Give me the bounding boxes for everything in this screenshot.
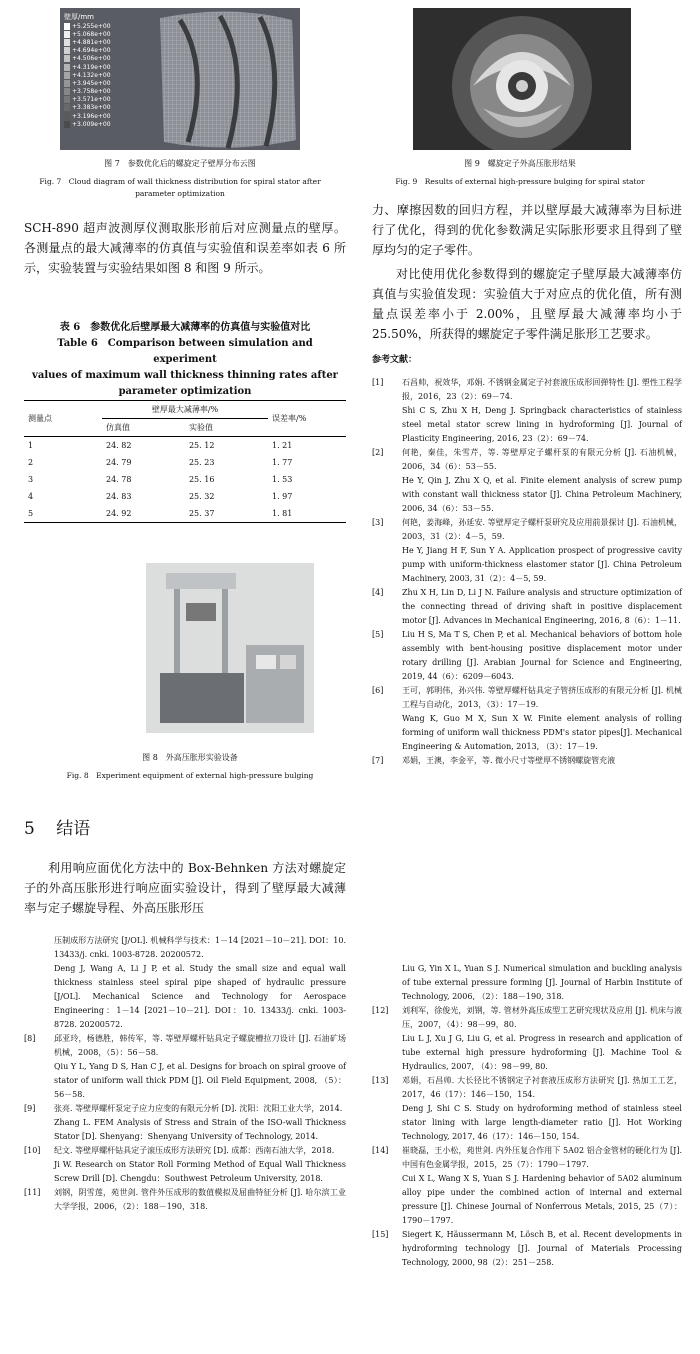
cell-exp: 25. 37	[188, 509, 215, 518]
section5-paragraph: 利用响应面优化方法中的 Box-Behnken 方法对螺旋定子的外高压胀形进行响应面实验设计，得到了壁厚最大减薄率与定子螺旋导程、外高压胀形压	[24, 861, 346, 915]
col-exp: 实验值	[185, 419, 268, 437]
ref7-cont-cn: 压制成形方法研究 [J/OL]. 机械科学与技术：1－14 [2021－10－21]. DOI：10. 13433/j. cnki. 1003-8728. 20200572.	[54, 936, 346, 959]
reference-item	[24, 1102, 346, 1116]
col-point: 测量点	[24, 401, 102, 437]
legend-entry	[64, 55, 111, 63]
reference-body: 石昌帅，祝效华，邓娟. 不锈钢金属定子衬套液压成形回弹特性 [J]. 塑性工程学报，2016，23（2）：69－74.	[402, 378, 682, 401]
reference-body: 崔晓磊，王小松，苑世剑. 内外压复合作用下 5A02 铝合金管材的硬化行为 [J]. 中国有色金属学报，2015，25（7）：1790－1797.	[402, 1146, 682, 1169]
legend-value: +3.945e+00	[72, 79, 111, 87]
cell-err: 1. 53	[272, 475, 293, 484]
cell-sim: 24. 92	[106, 509, 132, 518]
reference-number: [10]	[24, 1146, 41, 1155]
reference-item	[372, 628, 682, 684]
legend-value: +3.758e+00	[72, 88, 111, 96]
fig7-contour-image	[60, 8, 300, 150]
reference-item	[372, 1228, 682, 1270]
legend-entry	[64, 104, 111, 112]
reference-item-en	[372, 1102, 682, 1144]
reference-number: [2]	[372, 448, 384, 457]
cell-point: 4	[28, 492, 34, 501]
ref11-cont-en: Liu G, Yin X L, Yuan S J. Numerical simulation and buckling analysis of tube external pressure forming [J]. Journal of Harbin Institute of Technology, 2006, （2）：188－190, 318.	[402, 964, 682, 1001]
cell-err: 1. 77	[272, 458, 293, 467]
reference-item	[24, 1032, 346, 1060]
legend-value: +5.068e+00	[72, 30, 111, 38]
refs-left-column	[24, 934, 346, 1214]
legend-value: +3.571e+00	[72, 96, 111, 104]
reference-spacer	[24, 1116, 54, 1144]
reference-number: [13]	[372, 1076, 389, 1085]
reference-body: 刘钢，阴雪莲，苑世剑. 管件外压成形的数值模拟及屈曲特征分析 [J]. 哈尔滨工业大学学报，2006，（2）：188－190，318.	[54, 1188, 346, 1211]
left-paragraph-1: SCH-890 超声波测厚仪测取胀形前后对应测量点的壁厚。各测量点的最大减薄率的仿真值与实验值和误差率如表 6 所示，实验装置与实验结果如图 8 和图 9 所示。	[24, 221, 346, 275]
fig9-caption-en: Fig. 9 Results of external high-pressure bulging for spiral stator	[395, 177, 645, 186]
reference-body-en: Wang K, Guo M X, Sun X W. Finite element analysis of rolling forming of uniform wall thickness PDM's stator pipes[J]. Mechanical Engineering & Automation, 2013, （3）：17－19.	[402, 714, 682, 751]
reference-body: 何艳，姜海峰，孙延安. 等壁厚定子螺杆泵研究及应用前景探讨 [J]. 石油机械，2003，31（2）：4－5，59.	[402, 518, 682, 541]
legend-value: +3.383e+00	[72, 104, 111, 112]
legend-entry	[64, 71, 111, 79]
cell-err: 1. 81	[272, 509, 293, 518]
reference-item-en	[372, 544, 682, 586]
legend-value: +4.132e+00	[72, 71, 111, 79]
reference-body: Siegert K, Häussermann M, Lösch B, et al. Recent developments in hydroforming technology [J]. Journal of Materials Processing Technology, 2000, 98（2）：251－258.	[402, 1230, 682, 1267]
reference-number: [8]	[24, 1034, 36, 1043]
table6	[24, 400, 346, 523]
legend-value: +4.506e+00	[72, 55, 111, 63]
reference-spacer	[372, 544, 402, 586]
legend-swatch	[64, 55, 70, 62]
right-paragraph-2: 对比使用优化参数得到的螺旋定子壁厚最大减薄率仿真值与实验值发现：实验值大于对应点的优化值，所有测量点误差率小于 2.00%，且壁厚最大减薄率均小于 25.50%，所获得的螺旋定子零件满足胀形工艺要求。	[372, 267, 682, 341]
cell-exp: 25. 32	[188, 492, 215, 501]
legend-swatch	[64, 64, 70, 71]
reference-item	[24, 1186, 346, 1214]
reference-item-en	[372, 474, 682, 516]
legend-value: +3.009e+00	[72, 120, 111, 128]
reference-body: 刘利军，徐俊光，刘钢，等. 管材外高压成型工艺研究现状及应用 [J]. 机床与液压，2007，（4）：98－99，80.	[402, 1006, 682, 1029]
reference-number: [9]	[24, 1104, 36, 1113]
reference-body: 王可，郭明伟，孙兴伟. 等壁厚螺杆钻具定子管挤压成形的有限元分析 [J]. 机械工程与自动化，2013，（3）：17－19.	[402, 686, 682, 709]
table6-title-cn: 表 6 参数优化后壁厚最大减薄率的仿真值与实验值对比	[59, 322, 311, 333]
reference-body: 邓娟，王澳，李金平，等. 微小尺寸等壁厚不锈钢螺旋管充液	[402, 756, 616, 765]
fig8-equipment-photo	[146, 563, 314, 733]
ref7-cont-en: Deng J, Wang A, Li J P, et al. Study the small size and equal wall thickness stainless steel spiral pipe shaped of hydraulic pressure [J/OL]. Mechanical Science and Technology for Aerospace Engineering：1－14 [2021－10－21]. DOI：10. 13433/j. cnki. 1003-8728. 20200572.	[54, 964, 346, 1029]
legend-entry	[64, 63, 111, 71]
references-title: 参考文献：	[372, 355, 418, 365]
legend-entry	[64, 112, 111, 120]
table6-title-en-3: parameter optimization	[118, 386, 252, 397]
legend-swatch	[64, 31, 70, 38]
legend-value: +4.319e+00	[72, 63, 111, 71]
col-err: 误差率/%	[268, 401, 346, 437]
right-paragraph-1: 力、摩擦因数的回归方程，并以壁厚最大减薄率为目标进行了优化，得到的优化参数满足实际胀形要求且得到了壁厚均匀的定子零件。	[372, 203, 682, 257]
reference-item-en	[372, 1032, 682, 1074]
legend-entry	[64, 30, 111, 38]
legend-value: +5.255e+00	[72, 22, 111, 30]
cell-point: 2	[28, 458, 34, 467]
reference-body: Zhu X H, Lin D, Li J N. Failure analysis and structure optimization of the connecting thread of driving shaft in positive displacement motor [J]. Advances in Mechanical Engineering, 2016, 8（6）：1－11.	[402, 588, 682, 625]
reference-body: Liu H S, Ma T S, Chen P, et al. Mechanical behaviors of bottom hole assembly with bent-housing positive displacement motor under rotary drilling [J]. Arabian Journal for Science and Engineering, 2019, 44（6）：6209－6043.	[402, 630, 682, 681]
legend-entry	[64, 38, 111, 46]
legend-entry	[64, 96, 111, 104]
reference-body-en: He Y, Qin J, Zhu X Q, et al. Finite element analysis of screw pump with constant wall thickness stator [J]. China Petroleum Machinery, 2006, 34（6）：53－55.	[402, 476, 682, 513]
reference-body: 何艳，秦佳，朱雪芹，等. 等壁厚定子螺杆泵的有限元分析 [J]. 石油机械，2006，34（6）：53－55.	[402, 448, 682, 471]
legend-swatch	[64, 121, 70, 128]
section5-heading	[24, 814, 90, 839]
reference-item	[372, 1144, 682, 1172]
reference-item-en	[372, 1172, 682, 1228]
reference-number: [3]	[372, 518, 384, 527]
reference-item	[372, 684, 682, 712]
table-row	[24, 437, 346, 455]
cell-exp: 25. 23	[188, 458, 215, 467]
legend-entry	[64, 47, 111, 55]
reference-item-en	[372, 404, 682, 446]
cell-point: 1	[28, 441, 34, 450]
reference-body: 张亮. 等壁厚螺杆泵定子应力应变的有限元分析 [D]. 沈阳：沈阳工业大学，2014.	[54, 1104, 343, 1113]
legend-entry	[64, 120, 111, 128]
reference-body-en: He Y, Jiang H F, Sun Y A. Application prospect of progressive cavity pump with uniform-thickness elastomer stator [J]. China Petroleum Machinery, 2003, 31（2）：4－5, 59.	[402, 546, 682, 583]
cell-sim: 24. 79	[106, 458, 132, 467]
legend-swatch	[64, 104, 70, 111]
col-sim: 仿真值	[102, 419, 185, 437]
reference-number: [5]	[372, 630, 384, 639]
table-row	[24, 505, 346, 523]
reference-spacer	[372, 404, 402, 446]
legend-entry	[64, 79, 111, 87]
cell-point: 3	[28, 475, 34, 484]
legend-swatch	[64, 23, 70, 30]
reference-item	[24, 1144, 346, 1158]
reference-number: [14]	[372, 1146, 389, 1155]
fig7-caption-cn: 图 7 参数优化后的螺旋定子壁厚分布云图	[104, 159, 256, 168]
reference-item-en	[24, 1060, 346, 1102]
legend-value: +3.196e+00	[72, 112, 111, 120]
legend-value: +4.694e+00	[72, 47, 111, 55]
legend-entry	[64, 88, 111, 96]
reference-body-en: Zhang L. FEM Analysis of Stress and Strain of the ISO-wall Thickness Stator [D]. Shenyang：Shenyang University of Technology, 2014.	[54, 1118, 346, 1141]
reference-item-en	[24, 1116, 346, 1144]
reference-item	[372, 1004, 682, 1032]
reference-spacer	[372, 1172, 402, 1228]
cell-err: 1. 21	[272, 441, 293, 450]
legend-swatch	[64, 39, 70, 46]
reference-number: [15]	[372, 1230, 389, 1239]
table6-title	[24, 320, 346, 400]
reference-item	[372, 754, 682, 768]
reference-spacer	[372, 474, 402, 516]
legend-swatch	[64, 88, 70, 95]
reference-number: [6]	[372, 686, 384, 695]
reference-item	[372, 446, 682, 474]
reference-spacer	[24, 1158, 54, 1186]
press-machine-photo	[146, 563, 314, 733]
cell-sim: 24. 82	[106, 441, 132, 450]
reference-spacer	[372, 712, 402, 754]
reference-item	[372, 1074, 682, 1102]
reference-body-en: Qiu Y L, Yang D S, Han C J, et al. Designs for broach on spiral groove of stator of uniform wall thick PDM [J]. Oil Field Equipment, 2008, （5）：56－58.	[54, 1062, 346, 1099]
reference-item	[372, 376, 682, 404]
reference-item	[372, 516, 682, 544]
table-row	[24, 471, 346, 488]
fig8-caption-en: Fig. 8 Experiment equipment of external high-pressure bulging	[66, 771, 314, 780]
reference-body-en: Liu L J, Xu J G, Liu G, et al. Progress in research and application of tube external high pressure hydroforming [J]. Machine Tool & Hydraulics, 2007, （4）：98－99, 80.	[402, 1034, 682, 1071]
legend-value: +4.881e+00	[72, 38, 111, 46]
fig7-caption-en: Fig. 7 Cloud diagram of wall thickness distribution for spiral stator after parameter optimization	[39, 177, 321, 198]
table6-title-en-2: values of maximum wall thickness thinning rates after	[32, 370, 338, 381]
legend-swatch	[64, 47, 70, 54]
col-group: 壁厚最大减薄率/%	[102, 401, 268, 419]
refs-right-column	[372, 376, 682, 768]
legend-swatch	[64, 80, 70, 87]
reference-number: [11]	[24, 1188, 41, 1197]
fig8-caption-cn: 图 8 外高压胀形实验设备	[142, 753, 238, 762]
table-row	[24, 488, 346, 505]
reference-item-en	[372, 712, 682, 754]
cell-exp: 25. 16	[188, 475, 215, 484]
reference-number: [4]	[372, 588, 384, 597]
section5-number: 5	[24, 819, 35, 839]
legend-swatch	[64, 113, 70, 120]
contour-legend	[64, 12, 111, 128]
stator-bore-photo	[413, 8, 631, 150]
reference-body: 邱亚玲，杨德胜，韩传军，等. 等壁厚螺杆钻具定子螺旋槽拉刀设计 [J]. 石油矿场机械，2008，（5）：56－58.	[54, 1034, 346, 1057]
reference-item-en	[24, 1158, 346, 1186]
table6-title-en-1: Table 6 Comparison between simulation and experiment	[57, 338, 313, 365]
cell-sim: 24. 78	[106, 475, 132, 484]
reference-body-en: Deng J, Shi C S. Study on hydroforming method of stainless steel stator lining with large length-diameter ratio [J]. Hot Working Technology, 2017, 46（17）：146－150, 154.	[402, 1104, 682, 1141]
cell-err: 1. 97	[272, 492, 293, 501]
reference-spacer	[372, 1102, 402, 1144]
reference-body-en: Shi C S, Zhu X H, Deng J. Springback characteristics of stainless steel metal stator screw lining in hydroforming [J]. Journal of Plasticity Engineering, 2016, 23（2）：69－74.	[402, 406, 682, 443]
reference-number: [7]	[372, 756, 384, 765]
legend-swatch	[64, 72, 70, 79]
section5-title: 结语	[56, 819, 91, 839]
legend-title: 壁厚/mm	[64, 13, 94, 21]
legend-entry	[64, 22, 111, 30]
reference-spacer	[372, 1032, 402, 1074]
reference-spacer	[24, 1060, 54, 1102]
reference-body: 纪文. 等壁厚螺杆钻具定子滚压成形方法研究 [D]. 成都：西南石油大学，2018.	[54, 1146, 335, 1155]
fig9-bulging-photo	[413, 8, 631, 150]
refs-right-bottom	[372, 962, 682, 1270]
reference-body-en: Ji W. Research on Stator Roll Forming Method of Equal Wall Thickness Screw Drill [D]. Chengdu：Southwest Petroleum University, 2018.	[54, 1160, 346, 1183]
reference-number: [12]	[372, 1006, 389, 1015]
table-row	[24, 454, 346, 471]
cell-point: 5	[28, 509, 34, 518]
legend-swatch	[64, 96, 70, 103]
cell-exp: 25. 12	[188, 441, 215, 450]
fig9-caption-cn: 图 9 螺旋定子外高压胀形结果	[464, 159, 576, 168]
reference-number: [1]	[372, 378, 384, 387]
reference-body-en: Cui X L, Wang X S, Yuan S J. Hardening behavior of 5A02 aluminum alloy pipe under the combined action of internal and external pressure [J]. Chinese Journal of Nonferrous Metals, 2015, 25（7）：1790－1797.	[402, 1174, 682, 1225]
cell-sim: 24. 83	[106, 492, 132, 501]
reference-item	[372, 586, 682, 628]
reference-body: 邓娟，石昌帅. 大长径比不锈钢定子衬套液压成形方法研究 [J]. 热加工工艺，2017，46（17）：146－150，154.	[402, 1076, 682, 1099]
